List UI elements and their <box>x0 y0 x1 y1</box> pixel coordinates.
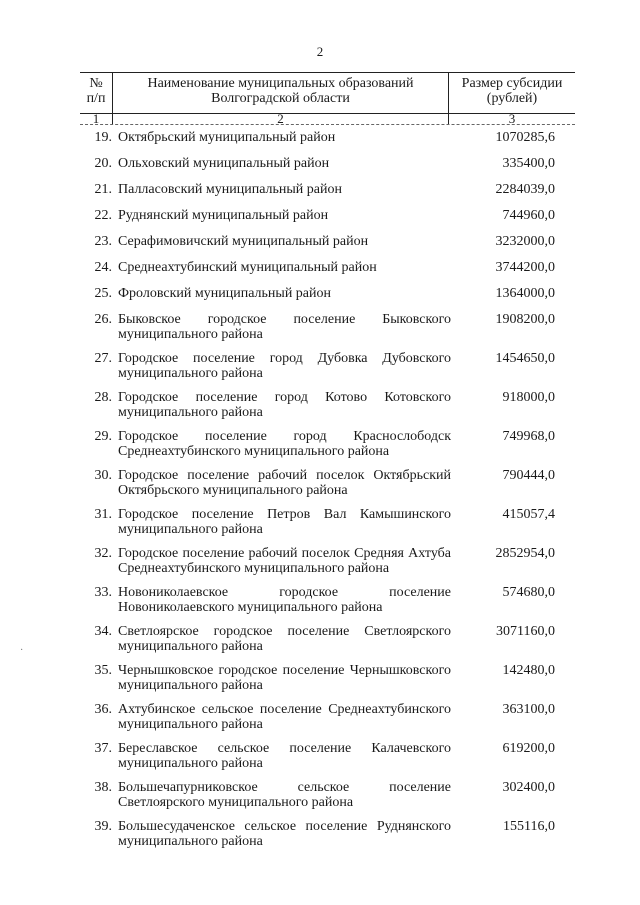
municipality-name: Фроловский муниципальный район <box>118 286 332 301</box>
row-number: 25. <box>94 286 112 301</box>
subsidy-amount: 2852954,0 <box>495 546 555 561</box>
row-number: 19. <box>94 130 112 145</box>
table-row <box>80 156 575 182</box>
table-row <box>80 390 575 429</box>
subsidy-amount: 1908200,0 <box>495 312 555 327</box>
table-row <box>80 182 575 208</box>
row-number: 39. <box>94 819 112 834</box>
row-number: 32. <box>94 546 112 561</box>
table-row <box>80 429 575 468</box>
municipality-name: Городское поселение город Котово Котовского муниципального района <box>118 390 451 420</box>
column-number-row <box>80 113 575 125</box>
column-number-1: 1 <box>92 111 100 126</box>
row-number: 30. <box>94 468 112 483</box>
subsidy-amount: 415057,4 <box>502 507 555 522</box>
subsidy-amount: 744960,0 <box>502 208 555 223</box>
header-number-column: № п/п <box>86 76 106 106</box>
row-number: 37. <box>94 741 112 756</box>
row-number: 20. <box>94 156 112 171</box>
table-row <box>80 702 575 741</box>
subsidy-amount: 2284039,0 <box>495 182 555 197</box>
subsidy-amount: 1070285,6 <box>495 130 555 145</box>
municipality-name: Городское поселение город Дубовка Дубовского муниципального района <box>118 351 451 381</box>
table-header <box>80 72 575 125</box>
column-number-2: 2 <box>277 111 284 126</box>
municipality-name: Городское поселение город Краснослободск Среднеахтубинского муниципального района <box>118 429 451 459</box>
table-row <box>80 546 575 585</box>
row-number: 22. <box>94 208 112 223</box>
subsidy-amount: 619200,0 <box>502 741 555 756</box>
row-number: 23. <box>94 234 112 249</box>
row-number: 31. <box>94 507 112 522</box>
subsidy-amount: 574680,0 <box>502 585 555 600</box>
row-number: 36. <box>94 702 112 717</box>
header-amount-column: Размер субсидии (рублей) <box>461 76 563 106</box>
municipality-name: Ольховский муниципальный район <box>118 156 330 171</box>
subsidy-amount: 302400,0 <box>502 780 555 795</box>
subsidy-amount: 1454650,0 <box>495 351 555 366</box>
subsidy-amount: 3232000,0 <box>495 234 555 249</box>
table-body <box>80 130 575 858</box>
municipality-name: Октябрьский муниципальный район <box>118 130 336 145</box>
municipality-name: Городское поселение Петров Вал Камышинского муниципального района <box>118 507 451 537</box>
row-number: 24. <box>94 260 112 275</box>
municipality-name: Руднянский муниципальный район <box>118 208 329 223</box>
municipality-name: Ахтубинское сельское поселение Среднеахтубинского муниципального района <box>118 702 451 732</box>
row-number: 29. <box>94 429 112 444</box>
municipality-name: Городское поселение рабочий поселок Октябрьский Октябрьского муниципального района <box>118 468 451 498</box>
municipality-name: Большечапурниковское сельское поселение Светлоярского муниципального района <box>118 780 451 810</box>
row-number: 26. <box>94 312 112 327</box>
table-row <box>80 312 575 351</box>
table-row <box>80 819 575 858</box>
municipality-name: Чернышковское городское поселение Чернышковского муниципального района <box>118 663 451 693</box>
column-number-3: 3 <box>508 111 516 126</box>
municipality-name: Светлоярское городское поселение Светлоярского муниципального района <box>118 624 451 654</box>
table-row <box>80 208 575 234</box>
row-number: 21. <box>94 182 112 197</box>
table-row <box>80 468 575 507</box>
row-number: 35. <box>94 663 112 678</box>
header-name-column: Наименование муниципальных образований Волгоградской области <box>147 76 414 106</box>
municipality-name: Городское поселение рабочий поселок Средняя Ахтуба Среднеахтубинского муниципального района <box>118 546 451 576</box>
subsidy-amount: 142480,0 <box>502 663 555 678</box>
table-row <box>80 260 575 286</box>
subsidy-amount: 335400,0 <box>502 156 555 171</box>
subsidy-amount: 1364000,0 <box>495 286 555 301</box>
table-row <box>80 663 575 702</box>
subsidy-amount: 3744200,0 <box>495 260 555 275</box>
row-number: 28. <box>94 390 112 405</box>
row-number: 34. <box>94 624 112 639</box>
row-number: 33. <box>94 585 112 600</box>
row-number: 38. <box>94 780 112 795</box>
table-row <box>80 780 575 819</box>
municipality-name: Палласовский муниципальный район <box>118 182 342 197</box>
page-number: 2 <box>316 44 324 59</box>
table-row <box>80 624 575 663</box>
subsidy-amount: 3071160,0 <box>496 624 555 639</box>
municipality-name: Новониколаевское городское поселение Новониколаевского муниципального района <box>118 585 451 615</box>
subsidy-amount: 749968,0 <box>502 429 555 444</box>
subsidy-amount: 790444,0 <box>502 468 555 483</box>
table-row <box>80 234 575 260</box>
table-row <box>80 585 575 624</box>
municipality-name: Среднеахтубинский муниципальный район <box>118 260 377 275</box>
municipality-name: Серафимовичский муниципальный район <box>118 234 369 249</box>
subsidy-amount: 363100,0 <box>502 702 555 717</box>
municipality-name: Быковское городское поселение Быковского муниципального района <box>118 312 451 342</box>
table-row <box>80 351 575 390</box>
subsidy-amount: 918000,0 <box>502 390 555 405</box>
table-row <box>80 286 575 312</box>
municipality-name: Береславское сельское поселение Калачевского муниципального района <box>118 741 451 771</box>
row-number: 27. <box>94 351 112 366</box>
table-row <box>80 741 575 780</box>
table-row <box>80 130 575 156</box>
scan-mark: · <box>20 645 24 656</box>
subsidy-amount: 155116,0 <box>503 819 555 834</box>
table-row <box>80 507 575 546</box>
municipality-name: Большесудаченское сельское поселение Руднянского муниципального района <box>118 819 451 849</box>
